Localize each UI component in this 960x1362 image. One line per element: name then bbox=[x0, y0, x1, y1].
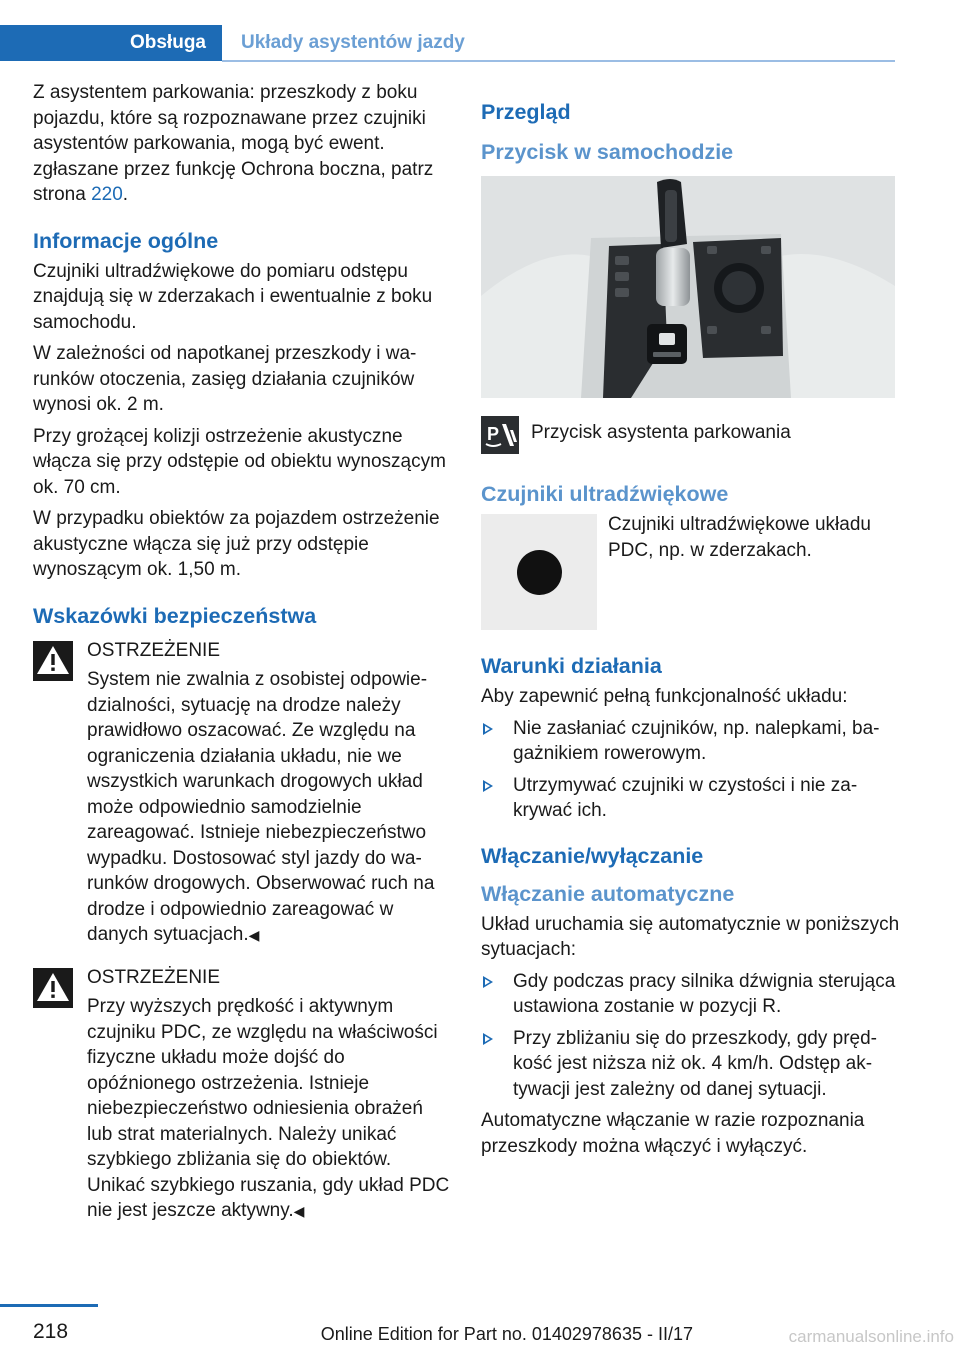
header-rule bbox=[222, 60, 895, 62]
end-mark: ◀ bbox=[293, 1203, 305, 1219]
heading-sensors: Czujniki ultradźwiękowe bbox=[481, 482, 729, 506]
bullet-triangle-icon bbox=[483, 723, 493, 735]
conditions-list bbox=[481, 716, 901, 824]
intro-end: . bbox=[122, 184, 129, 205]
bullet-triangle-icon bbox=[483, 780, 493, 792]
page-link-220[interactable]: 220 bbox=[91, 184, 123, 205]
list-item-text: Gdy podczas pracy silnika dźwignia sterująca ustawiona zostanie w pozycji R. bbox=[513, 970, 896, 1017]
auto-intro: Układ uruchamia się automatycznie w poniższych sytuacjach: bbox=[481, 913, 900, 960]
left-column bbox=[33, 80, 453, 1225]
conditions-intro: Aby zapewnić pełną funkcjonalność układu: bbox=[481, 686, 848, 707]
warning-block-1 bbox=[33, 638, 453, 949]
heading-onoff: Włączanie/wyłączanie bbox=[481, 843, 704, 868]
list-item bbox=[481, 1026, 901, 1103]
page-footer bbox=[0, 1300, 960, 1362]
warning-2-text bbox=[33, 994, 453, 1225]
heading-general: Informacje ogólne bbox=[33, 228, 219, 253]
heading-auto: Włączanie automatyczne bbox=[481, 881, 735, 906]
list-item bbox=[481, 773, 901, 824]
right-column bbox=[481, 78, 901, 1165]
page-number: 218 bbox=[33, 1320, 69, 1343]
watermark: carmanualsonline.info bbox=[788, 1327, 954, 1346]
list-item-text: Przy zbliżaniu się do przeszkody, gdy prędkość jest niższa niż ok. 4 km/h. Odstęp aktywacji jest zależny od danej sytuacji. bbox=[513, 1027, 877, 1100]
bullet-triangle-icon bbox=[483, 1033, 493, 1045]
button-caption: Przycisk asystenta parkowania bbox=[531, 422, 791, 443]
general-paragraph-2: W zależności od napotkanej przeszkody i warunków otoczenia, zasięg działania czujników wynosi ok. 2 m. bbox=[33, 343, 417, 415]
center-console-photo bbox=[481, 176, 895, 398]
chapter-tab: Obsługa bbox=[0, 25, 222, 61]
footer-rule bbox=[0, 1304, 98, 1307]
heading-overview: Przegląd bbox=[481, 100, 571, 124]
heading-button: Przycisk w samochodzie bbox=[481, 140, 734, 164]
heading-conditions: Warunki działania bbox=[481, 654, 662, 678]
sensor-image bbox=[481, 514, 597, 630]
list-item bbox=[481, 716, 901, 767]
general-paragraph-4: W przypadku obiektów za pojazdem ostrzeżenie akustyczne włącza się już przy odstępie wynoszącym ok. 1,50 m. bbox=[33, 508, 440, 580]
warning-1-body: System nie zwalnia z osobistej odpowiedzialności, sytuację na drodze należy prawidłowo oszacować. Ze względu na ograniczenia działania układu, nie we wszystkich warunkach drogowych układ może odpowiednio samodzielnie zareagować. Istnieje niebezpieczeństwo wypadku. Dostosować styl jazdy do warunków drogowych. Obserwować ruch na drodze i odpowiednio zareagować w danych sytuacjach. bbox=[87, 669, 435, 945]
bullet-triangle-icon bbox=[483, 976, 493, 988]
warning-triangle-icon bbox=[33, 641, 73, 681]
auto-outro: Automatyczne włączanie w razie rozpoznania przeszkody można włączyć i wyłączyć. bbox=[481, 1110, 865, 1157]
list-item-text: Nie zasłaniać czujników, np. nalepkami, bagażnikiem rowerowym. bbox=[513, 717, 880, 764]
heading-safety: Wskazówki bezpieczeństwa bbox=[33, 603, 317, 628]
warning-1-text bbox=[33, 667, 453, 949]
sensor-description: Czujniki ultradźwiękowe układu PDC, np. w zderzakach. bbox=[608, 514, 871, 561]
end-mark: ◀ bbox=[248, 927, 260, 943]
section-tab: Układy asystentów jazdy bbox=[241, 32, 465, 53]
general-paragraph-3: Przy grożącej kolizji ostrzeżenie akustyczne włącza się przy odstępie od obiektu wynoszącym ok. 70 cm. bbox=[33, 425, 446, 498]
console-illustration bbox=[481, 176, 895, 398]
list-item bbox=[481, 969, 901, 1020]
intro-text: Z asystentem parkowania: przeszkody z boku pojazdu, które są rozpoznawane przez czujniki asystentów parkowania, mogą być ewent. zgłaszane przez funkcję Ochrona boczna, patrz strona bbox=[33, 82, 434, 205]
auto-list bbox=[481, 969, 901, 1103]
warning-2-body: Przy wyższych prędkość i aktywnym czujniku PDC, ze względu na właściwości fizyczne układu może dojść do opóźnionego ostrzeżenia. Istnieje niebezpieczeństwo odniesienia obrażeń lub strat materialnych. Należy unikać szybkiego zbliżania się do obiektów. Unikać szybkiego ruszania, gdy układ PDC nie jest jeszcze aktywny. bbox=[87, 996, 450, 1221]
warning-block-2 bbox=[33, 965, 453, 1225]
ultrasonic-sensor-icon bbox=[517, 550, 562, 595]
warning-2-title: OSTRZEŻENIE bbox=[87, 966, 221, 988]
edition-note: Online Edition for Part no. 01402978635 - II/17 bbox=[320, 1324, 693, 1344]
warning-triangle-icon bbox=[33, 968, 73, 1008]
svg-text:P: P bbox=[487, 424, 500, 444]
general-paragraph-1: Czujniki ultradźwiękowe do pomiaru odstępu znajdują się w zderzakach i ewentualnie z boku samochodu. bbox=[33, 260, 433, 333]
parking-assistant-icon bbox=[481, 416, 519, 454]
button-caption-row bbox=[481, 416, 901, 454]
intro-paragraph bbox=[33, 80, 453, 208]
sensor-row bbox=[481, 512, 901, 630]
warning-1-title: OSTRZEŻENIE bbox=[87, 639, 221, 661]
page-header bbox=[0, 0, 960, 64]
list-item-text: Utrzymywać czujniki w czystości i nie zakrywać ich. bbox=[513, 774, 858, 821]
